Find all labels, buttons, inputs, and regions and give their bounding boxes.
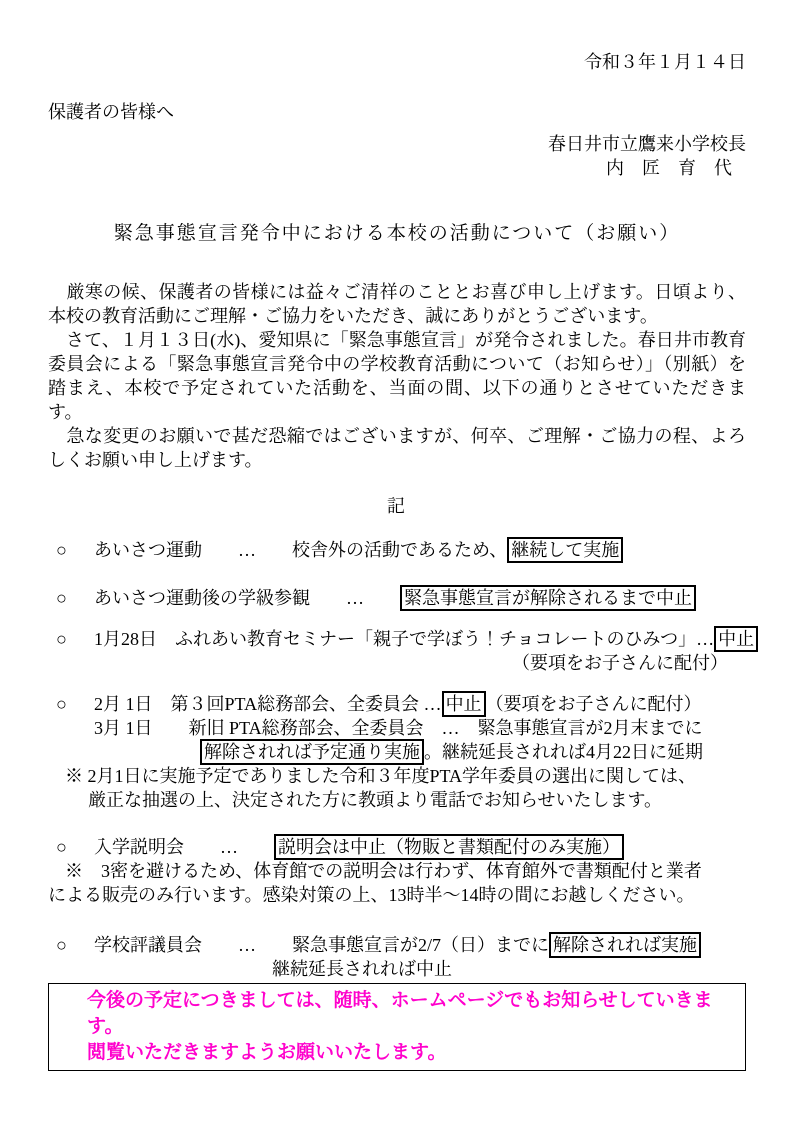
item-text: （要項をお子さんに配付）	[485, 694, 702, 714]
item-text: あいさつ運動後の学級参観 …	[94, 588, 400, 608]
status-box-cancel: 説明会は中止（物販と書類配付のみ実施）	[274, 834, 624, 860]
status-box-cancel: 緊急事態宣言が解除されるまで中止	[400, 585, 696, 611]
item-note: 厳正な抽選の上、決定された方に教頭より電話でお知らせいたします。	[88, 790, 663, 810]
item-text: 入学説明会 …	[94, 837, 274, 857]
item-line	[48, 740, 746, 764]
item-line	[48, 627, 755, 651]
item-line	[48, 933, 746, 957]
circle-bullet: ○	[56, 837, 67, 857]
notice-line: 今後の予定につきましては、随時、ホームページでもお知らせしていきます。	[87, 990, 713, 1037]
document-date: 令和３年１月１４日	[584, 52, 746, 72]
item-note: ※ 2月1日に実施予定でありました令和３年度PTA学年委員の選出に関しては、	[65, 766, 697, 786]
list-item-seminar	[48, 627, 755, 675]
item-line: 3月 1日 新旧 PTA総務部会、全委員会 … 緊急事態宣言が2月末までに	[94, 718, 703, 738]
status-box-cancel: 中止	[442, 691, 486, 717]
sender-title: 春日井市立鷹来小学校長	[548, 134, 746, 154]
sender-name: 内 匠 育 代	[606, 158, 732, 178]
list-item-class-visit	[48, 586, 746, 610]
ki-heading: 記	[387, 496, 407, 516]
list-item-entrance-briefing	[48, 835, 746, 907]
item-line	[48, 586, 746, 610]
list-item-pta	[48, 692, 746, 812]
item-text: 2月 1日 第３回PTA総務部会、全委員会 …	[94, 694, 442, 714]
addressee: 保護者の皆様へ	[48, 102, 174, 122]
list-item-school-council	[48, 933, 746, 981]
item-note: ※ 3密を避けるため、体育館での説明会は行わず、体育館外で書類配付と業者	[65, 861, 702, 881]
notice-line: 閲覧いただきますようお願いいたします。	[87, 1042, 447, 1063]
document-title: 緊急事態宣言発令中における本校の活動について（お願い）	[113, 223, 681, 244]
homepage-notice-box	[48, 983, 746, 1071]
circle-bullet: ○	[56, 588, 67, 608]
status-box-continue: 継続して実施	[507, 537, 623, 563]
status-box-cancel: 中止	[714, 626, 758, 652]
item-text: 学校評議員会 … 緊急事態宣言が2/7（日）までに	[94, 935, 549, 955]
status-box-conditional: 解除されれば実施	[549, 932, 701, 958]
paragraph-greeting: 厳寒の候、保護者の皆様には益々ご清祥のこととお喜び申し上げます。日頃より、本校の教育活動にご理解・ご協力をいただき、誠にありがとうございます。	[48, 282, 746, 326]
item-line: 継続延長されれば中止	[272, 959, 452, 979]
status-box-conditional: 解除されれば予定通り実施	[200, 739, 424, 765]
item-text: 。継続延長されれば4月22日に延期	[424, 742, 703, 762]
item-text: 1月28日 ふれあい教育セミナー「親子で学ぼう！チョコレートのひみつ」…	[94, 629, 715, 649]
circle-bullet: ○	[56, 694, 67, 714]
item-text: あいさつ運動 … 校舎外の活動であるため、	[94, 540, 508, 560]
item-line	[48, 835, 746, 859]
circle-bullet: ○	[56, 540, 67, 560]
body-paragraphs	[48, 280, 746, 472]
item-line	[48, 538, 746, 562]
paragraph-background: さて、１月１３日(水)、愛知県に「緊急事態宣言」が発令されました。春日井市教育委員会による「緊急事態宣言発令中の学校教育活動について（お知らせ）」（別紙）を踏まえ、本校で予定されていた活動を、当面の間、以下の通りとさせていただきます。	[48, 330, 746, 422]
circle-bullet: ○	[56, 935, 67, 955]
item-line	[48, 692, 746, 716]
item-note-right: （要項をお子さんに配付）	[512, 653, 728, 673]
item-note: による販売のみ行います。感染対策の上、13時半～14時の間にお越しください。	[48, 885, 695, 905]
list-item-greeting-activity	[48, 538, 746, 562]
paragraph-request: 急な変更のお願いで甚だ恐縮ではございますが、何卒、ご理解・ご協力の程、よろしくお願い申し上げます。	[48, 426, 746, 470]
circle-bullet: ○	[56, 629, 67, 649]
